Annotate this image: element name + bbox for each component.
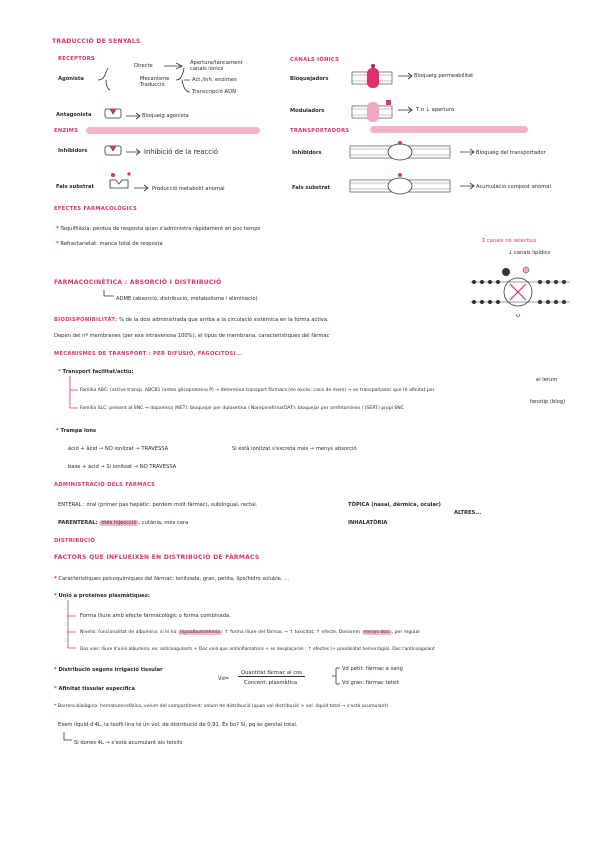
obertura-text: Apertura/tancament canals iònics [190,60,243,72]
dos-vies-text: Dos vies: lliure d'unió albumina: ex: anticoagulants + Doc unió que antiinflamatoris + es desplaçaran : ↑ efectes (+ possibilitat hemorràgia). Doc l'anticoagulant [80,647,435,652]
exem-text: Exem líquid d'4L, la teofil·lina té un vol. de distribució de 0,91. És bo? Sí, pq és genital total. [58,722,298,728]
directe-label: Directe [134,63,153,69]
refractarietat-text: Refractarietat: manca total de resposta [60,241,163,247]
inhalatoria-text: INHALATÒRIA [348,520,388,526]
farmacocinetica-heading: FARMACOCINÈTICA : ABSORCIÓ I DISTRIBUCIÓ [54,279,222,286]
nivells-hl: hipoalbuminèmia [180,630,220,635]
caract-text: Característiques psicoquímiques del fàrmac: ionitzada, gran, petita, lipo/hidro soluble, ... [58,576,290,582]
vd-label: Vd= [218,676,230,682]
receptor-icon [104,108,124,120]
fals-substrat-icon [108,170,134,192]
bloquejadors-label: Bloquejadors [290,76,329,82]
bloquejadors-arrow [396,72,416,80]
parenteral-highlight: més injeccció [101,520,137,526]
agonista-label: Agonista [58,76,84,82]
afinitat-text: Afinitat tissular específica [58,686,136,692]
vd-petit-text: Vd petit: fàrmac a sang [342,666,403,672]
biodisponibilitat [54,317,329,323]
parenteral-label: PARENTERAL: [58,520,98,526]
factors-heading: FACTORS QUE INFLUEIXEN EN DISTRIBUCIÓ DE FÀRMACS [54,554,260,561]
nivells-a: Nivells: funcionalitat de albumina: si hi ha [80,630,177,635]
vd-gran-text: Vd gran: fàrmac teixit [342,680,399,686]
caract-line: * Característiques psicoquímiques del fàrmac: ionitzada, gran, petita, lipo/hidro soluble, ... [54,576,290,582]
enzim-icon [104,145,124,157]
transp-fals-arrow [458,182,478,190]
trampa-ions: * Trampa ions [56,428,97,434]
note-fenotip: fenotip (blog) [530,399,566,405]
altres-text: ALTRES... [454,510,482,516]
mecanisme-label: Mecanisme Traducció [140,76,170,88]
bio-text: % de la dosi administrada que arriba a la circulació sistèmica en la forma activa. [119,317,329,323]
adme-text: ADME (absorció, distribució, metabolisme i eliminació) [116,296,258,302]
bloqueig-agonista: Bloqueig agonista [142,113,189,119]
produccio-text: Producció metabolit anòmal [152,186,225,192]
familia-slc: Família SLC: present al SNC → dopamina (NET): bloquejar per duloxetina / Norepinefrina(DAT): bloquejar per amfetamines / (SERT) propi SNC [80,406,404,411]
si-dones-text: Si dones 4L → s'està acumulant als teixits [74,740,183,746]
unio-text: Unió a proteïnes plasmàtiques: [58,593,150,599]
diagram-label-1: Σ canals no selectius [482,238,537,244]
canal-modulat-icon [350,98,396,126]
nivells-line [80,630,420,635]
note-lerum: el lerum [536,377,558,383]
parenteral-line [58,520,188,526]
acid-text: àcid + àcid → NO ionitzat → TRAVESSA [68,446,169,452]
nivells-hl2: menys dosi [363,630,390,635]
apertura-text: T o ↓ apertura [416,107,455,113]
enteral-text: ENTERAL : oral (primer pas hepàtic: perdem molt fàrmac), sublingual, rectal. [58,502,258,508]
vd-brace [330,666,342,686]
parenteral-rest: , cutània, més cara [138,520,189,526]
depen-text: Depen del nº membranes (per exe intravenosa 100%), el tipus de membrana, característiques del fàrmac [54,333,330,339]
trampa-heading: Trampa ions [60,428,97,434]
irrigacio-text: Distribució segons irrigació tissular [58,667,163,673]
fals-substrat-enzim: Fals substrat [56,184,95,190]
nivells-b: : ↑ forma lliure del fàrmac → ↑ toxicitat, ↑ efecte. Donarem [221,630,361,635]
moduladors-label: Moduladors [290,108,325,114]
base-text: base + àcid → Si ionitzat → NO TRAVESSA [68,464,177,470]
afinitat-line: * Afinitat tissular específica [54,686,136,692]
agonista-brace [96,64,136,94]
transp-inhibidors-arrow [458,148,478,156]
transport-facilitat-text: Transport facilitat/actiu: [62,369,134,375]
act-inh-text: Act./inh. enzimes [192,77,237,83]
transportador-fals-icon [348,172,458,198]
barrera-text: Barrera biològica: hematoencefàlica, volum del compartiment: volum de distribució (quan vol distribució > vol. líquid total → s'està acumulant) [57,704,389,709]
taquifilaxia: * Taquifilàxia: pèrdua de resposta quan s'administra ràpidament en poc temps [56,226,261,232]
vd-denominator: Concent. plasmàtica [244,680,298,686]
barrera-line: * Barrera biològica: hematoencefàlica, volum del compartiment: volum de distribució (quan vol distribució > vol. líquid total → s'està acumulant) [54,704,389,709]
topica-text: TÒPICA (nasal, dèrmica, ocular) [348,502,441,508]
efectes-heading: EFECTES FARMACOLÒGICS [54,206,138,212]
transport-facilitat: * Transport facilitat/actiu: [58,369,134,375]
enzims-inhibidors: Inhibidors [58,148,88,154]
distribucio-heading: DISTRIBUCIÓ [54,538,96,544]
moduladors-arrow [396,106,416,114]
familia-abc: Família ABC: (active transp. ABCB1 (antes glicoproteina P) → determina transport fàrmacs (en excés: cans de mem) → es transportador que té afinitat per [80,388,435,393]
bloqueig-perm: Bloqueig permeabilitat [414,73,474,79]
irrigacio-line: * Distribució segons irrigació tissular [54,667,163,673]
bio-label: BIODISPONIBILITAT: [54,317,118,323]
bloqueig-transportador: Bloqueig del transportador [476,150,546,156]
si-dones-arrow [62,732,74,744]
acumulacio-text: Acumulació compost anòmal [476,184,551,190]
canal-bloquejat-icon [350,64,396,92]
fals-substrat-arrow [132,184,152,192]
transcripcio-text: Transcripció ADN [192,89,236,95]
enzims-heading: ENZIMS [54,128,79,134]
transp-inhibidors: Inhibidors [292,150,322,156]
unio-brace [64,600,80,652]
si-esta-text: Si està ionitzat s'excreta més → menys absorció [232,446,357,452]
inhibicio-text: Inhibició de la reacció [144,148,219,156]
transportadors-underline [370,126,528,133]
membrane-diagram [466,248,576,328]
unio-line: * Unió a proteïnes plasmàtiques: [54,593,150,599]
mecanismes-heading: MECANISMES DE TRANSPORT : PER DIFUSIÓ, FAGOCITOSI... [54,351,243,357]
taquifilaxia-text: Taquifilàxia: pèrdua de resposta quan s'administra ràpidament en poc temps [60,226,261,232]
canals-heading: CANALS IÒNICS [290,57,340,63]
page-title: TRADUCCIÓ DE SENYALS [52,38,141,45]
antagonista-label: Antagonista [56,112,92,118]
forma-text: Forma lliure amb efecte farmacològic o forma combinada. [80,613,231,619]
receptors-heading: RECEPTORS [58,56,96,62]
enzims-underline [86,127,260,134]
nivells-c: , per regular [391,630,421,635]
vd-numerator: Quantitat fàrmac al cos [238,670,305,677]
enzim-arrow [124,148,144,156]
administracio-heading: ADMINISTRACIÓ DELS FÀRMACS [54,482,156,488]
transportador-inhibit-icon [348,140,458,164]
refractarietat: * Refractarietat: manca total de resposta [56,241,163,247]
antagonista-arrow [124,112,144,120]
diagram-label-2: ↓ canals lipídics [508,250,551,256]
transportadors-heading: TRANSPORTADORS [290,128,350,134]
transp-fals-substrat: Fals substrat [292,185,331,191]
adme-arrow [102,290,116,300]
